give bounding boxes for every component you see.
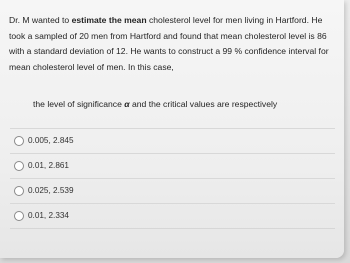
radio-button-icon[interactable]: [14, 186, 24, 196]
question-text-prefix: Dr. M wanted to: [9, 15, 72, 25]
answer-prompt: [33, 99, 277, 109]
option-label: 0.01, 2.334: [28, 211, 69, 220]
option-label: 0.01, 2.861: [28, 161, 69, 170]
prompt-suffix: and the critical values are respectively: [129, 99, 278, 109]
alpha-symbol: α: [124, 99, 130, 109]
prompt-prefix: the level of significance: [33, 99, 125, 109]
radio-button-icon[interactable]: [14, 136, 24, 146]
radio-button-icon[interactable]: [14, 211, 24, 221]
option-label: 0.005, 2.845: [28, 136, 74, 145]
question-text-bold: estimate the mean: [71, 15, 147, 25]
answer-option-4[interactable]: [10, 204, 335, 229]
radio-button-icon[interactable]: [14, 161, 24, 171]
question-text: [9, 13, 339, 75]
answer-options: [10, 128, 335, 229]
answer-option-3[interactable]: [10, 179, 335, 204]
question-text-suffix: cholesterol level for men living in Hartford. He took a sampled of 20 men from Hartford and found that mean cholesterol level is 86 with a standard deviation of 12. He wants to construct a 99 % confidence interval for mean cholesterol level of men. In this case,: [9, 15, 329, 72]
answer-option-2[interactable]: [10, 154, 335, 179]
answer-option-1[interactable]: [10, 128, 335, 154]
option-label: 0.025, 2.539: [28, 186, 74, 195]
